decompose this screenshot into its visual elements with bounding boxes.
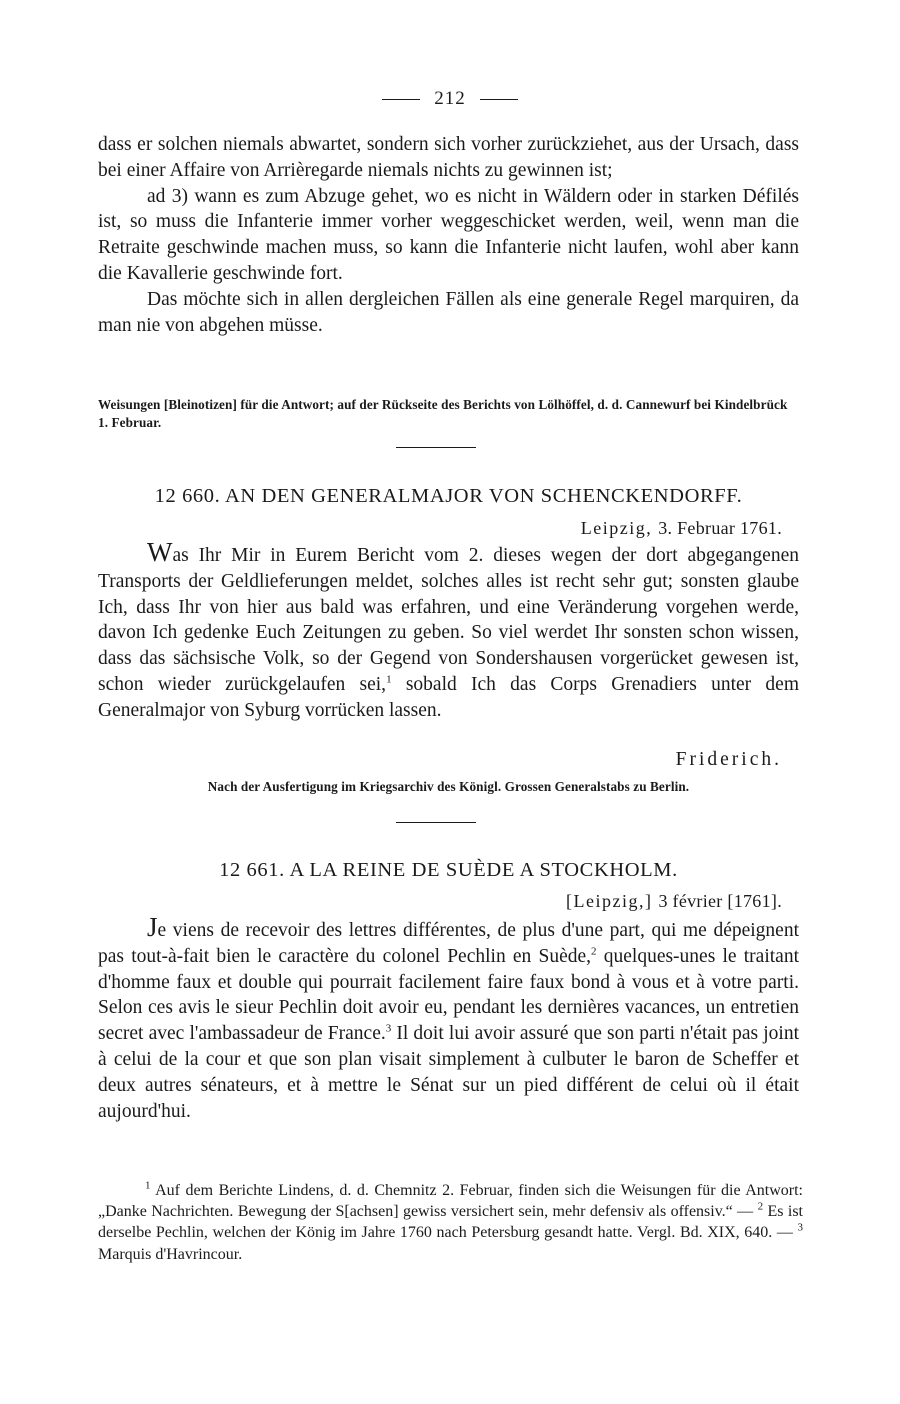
letter-number: 12 661. xyxy=(219,859,285,881)
header-rule-left xyxy=(382,99,420,100)
signature: Friderich. xyxy=(675,749,782,770)
paragraph-text: sobald Ich das Corps Grenadiers unter dem Generalmajor von Syburg vorrücken lassen. xyxy=(98,673,799,721)
paragraph: Das möchte sich in allen dergleichen Fällen als eine generale Regel marquiren, da man nie von abgehen müsse. xyxy=(98,288,799,336)
footnote-text: Es ist derselbe Pechlin, welchen der König im Jahre 1760 nach Petersburg gesandt hatte. Vergl. Bd. XIX, 640. — xyxy=(98,1203,803,1242)
letter-heading xyxy=(98,485,799,508)
header-rule-right xyxy=(480,99,518,100)
footnote-number: 2 xyxy=(757,1200,764,1213)
letter-title: A LA REINE DE SUÈDE A STOCKHOLM. xyxy=(289,859,678,881)
source-note: Nach der Ausfertigung im Kriegsarchiv des Königl. Grossen Generalstabs zu Berlin. xyxy=(207,779,690,794)
paragraph: ad 3) wann es zum Abzuge gehet, wo es nicht in Wäldern oder in starken Défilés ist, so muss die Infanterie immer vorher weggeschicket werden, weil, wenn man die Retraite geschwinde machen muss, so kann die Infanterie nicht laufen, wohl aber kann die Kavallerie geschwinde fort. xyxy=(98,185,799,284)
letter-date: 3. Februar 1761. xyxy=(658,518,782,538)
paragraph-text: quelques-unes le traitant d'homme faux et double qui pourrait facilement faire faux bond à vous et à votre parti. Selon ces avis le sieur Pechlin doit avoir eu, pendant les dernières vacances, un entretien secret avec l'ambassadeur de France. xyxy=(98,945,799,1045)
paragraph-text: e viens de recevoir des lettres différentes, de plus d'une part, qui me dépeignent pas tout-à-fait bien le caractère du colonel Pechlin en Suède, xyxy=(98,920,799,967)
drop-capital: W xyxy=(147,537,173,567)
letter-dateline xyxy=(566,891,782,912)
letter-place: [Leipzig,] xyxy=(565,891,653,911)
letter-date: 3 février [1761]. xyxy=(658,891,782,911)
letter-number: 12 660. xyxy=(154,485,221,507)
source-note: Weisungen [Bleinotizen] für die Antwort; auf der Rückseite des Berichts von Lölhöffel, d. d. Cannewurf bei Kindelbrück 1. Februar. xyxy=(98,397,788,430)
letter-body xyxy=(98,537,799,724)
section-separator xyxy=(396,822,476,823)
paragraph-text: as Ihr Mir in Eurem Bericht vom 2. dieses wegen der dort abgegangenen Transports der Geldlieferungen meldet, solches alles ist recht sehr gut; sonsten glaube Ich, dass Ihr von hier aus bald was erfahren, und eine Veränderung vorgehen werde, davon Ich gedenke Euch Zeitungen zu geben. So viel werdet Ihr sonsten schon wissen, dass das sächsische Volk, so der Gegend von Sondershausen vorgerücket gewesen ist, schon wieder zurückgelaufen sei, xyxy=(98,545,799,695)
section-separator xyxy=(396,447,476,448)
footnote-ref: 3 xyxy=(385,1022,392,1035)
footnotes xyxy=(98,1180,803,1265)
letter-dateline xyxy=(581,518,782,539)
letter-title: AN DEN GENERALMAJOR VON SCHENCKENDORFF. xyxy=(224,485,743,507)
drop-capital: J xyxy=(147,912,158,942)
letter-heading xyxy=(98,859,799,882)
paragraph xyxy=(98,912,799,1124)
page-header xyxy=(0,88,900,110)
footnote-ref: 1 xyxy=(386,673,392,686)
paragraph: dass er solchen niemals abwartet, sondern sich vorher zurückziehet, aus der Ursach, dass bei einer Affaire von Arrièregarde niemals nichts zu gewinnen ist; xyxy=(98,134,799,181)
footnote-text: Auf dem Berichte Lindens, d. d. Chemnitz 2. Februar, finden sich die Weisungen für die Antwort: „Danke Nachrichten. Bewegung der S[achsen] gewiss versichert sein, mehr defensiv als offensiv.“ — xyxy=(98,1182,803,1221)
footnote-number: 3 xyxy=(797,1222,803,1235)
footnote-number: 1 xyxy=(145,1179,151,1192)
paragraph xyxy=(98,537,799,724)
footnote-block xyxy=(98,1180,803,1265)
top-section xyxy=(98,132,799,338)
footnote-text: Marquis d'Havrincour. xyxy=(98,1245,243,1263)
paragraph-text: Il doit lui avoir assuré que son parti n'était pas joint à celui de la cour et que son plan visait simplement à culbuter le baron de Scheffer et deux autres sénateurs, et à mettre le Sénat sur un pied différent de celui où il était aujourd'hui. xyxy=(98,1023,799,1122)
letter-place: Leipzig, xyxy=(580,518,653,538)
footnote-ref: 2 xyxy=(591,945,597,958)
letter-body xyxy=(98,912,799,1124)
page-number: 212 xyxy=(434,88,466,109)
